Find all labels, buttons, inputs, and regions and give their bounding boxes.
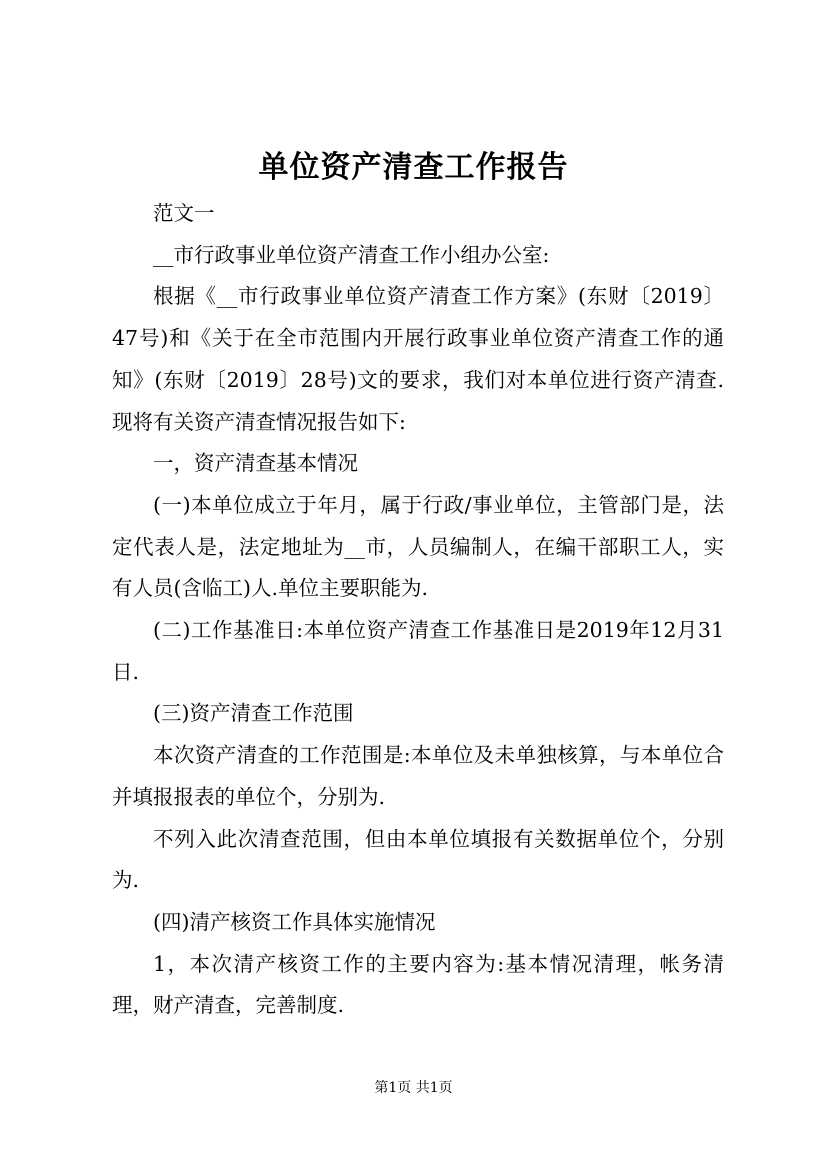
paragraph-main-content: 1，本次清产核资工作的主要内容为:基本情况清理，帐务清理，财产清查，完善制度. (112, 951, 724, 1018)
subheading-scope: (三)资产清查工作范围 (153, 701, 354, 726)
paragraph-intro: 根据《__市行政事业单位资产清查工作方案》(东财〔2019〕47号)和《关于在全市范围内开展行政事业单位资产清查工作的通知》(东财〔2019〕28号)文的要求，我们对本单位进行资产清查.现将有关资产清查情况报告如下: (112, 284, 724, 434)
subheading-implementation: (四)清产核资工作具体实施情况 (153, 909, 436, 934)
document-body (112, 193, 724, 1027)
paragraph-sample-label: 范文一 (153, 201, 215, 225)
paragraph-addressee: __市行政事业单位资产清查工作小组办公室: (153, 242, 550, 267)
paragraph-excluded-scope: 不列入此次清查范围，但由本单位填报有关数据单位个，分别为. (112, 826, 724, 893)
document-title: 单位资产清查工作报告 (258, 150, 569, 185)
page-footer: 第1页 共1页 (374, 1080, 453, 1096)
paragraph-base-date: (二)工作基准日:本单位资产清查工作基准日是2019年12月31日. (112, 618, 724, 684)
paragraph-scope: 本次资产清查的工作范围是:本单位及未单独核算，与本单位合并填报报表的单位个，分别为. (112, 743, 724, 809)
section-heading-1: 一，资产清查基本情况 (153, 451, 358, 476)
paragraph-unit-info: (一)本单位成立于年月，属于行政/事业单位，主管部门是，法定代表人是，法定地址为__市，人员编制人，在编干部职工人，实有人员(含临工)人.单位主要职能为. (112, 492, 724, 601)
